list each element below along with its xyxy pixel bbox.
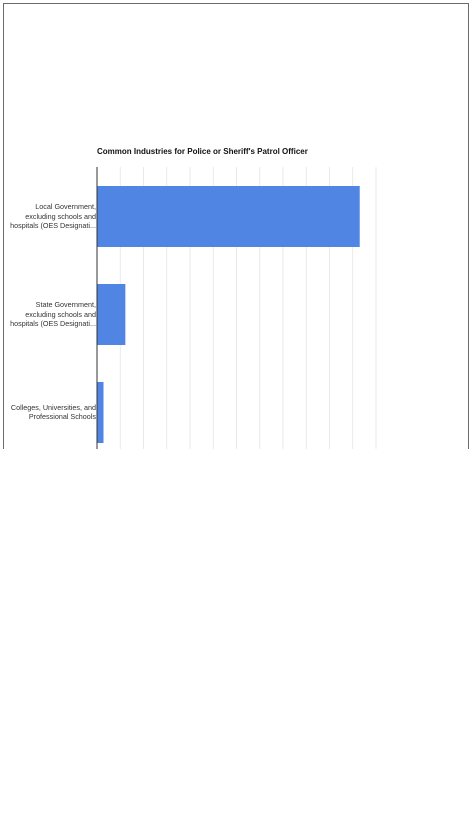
bar-0[interactable] [97, 186, 360, 247]
category-label-line: hospitals (OES Designati... [10, 221, 96, 231]
category-label-line: Professional Schools [28, 412, 96, 422]
category-label-0 [4, 202, 96, 231]
category-label-line: hospitals (OES Designati... [10, 319, 96, 329]
category-label-line: excluding schools and [25, 309, 96, 319]
category-label-2 [4, 403, 96, 422]
category-label-line: Colleges, Universities, and [10, 402, 96, 412]
category-label-1 [4, 300, 96, 329]
chart-title: Common Industries for Police or Sheriff's Patrol Officer [97, 147, 308, 156]
category-label-line: State Government, [35, 300, 96, 310]
bar-2[interactable] [97, 382, 104, 443]
category-label-line: excluding schools and [25, 211, 96, 221]
bar-1[interactable] [97, 284, 125, 345]
bars [97, 186, 360, 443]
category-label-line: Local Government, [35, 202, 96, 212]
